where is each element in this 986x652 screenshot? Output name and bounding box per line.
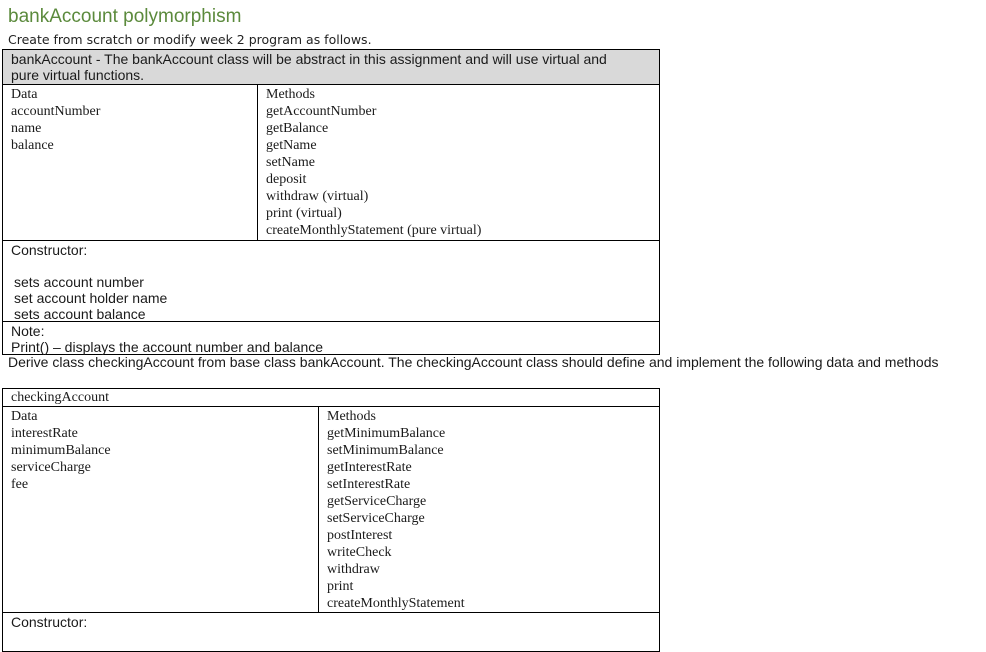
method-item: setInterestRate bbox=[327, 477, 411, 492]
bank-account-header-desc-line2: pure virtual functions. bbox=[11, 67, 145, 83]
checking-account-data-label: Data bbox=[11, 409, 38, 424]
method-item: getBalance bbox=[266, 121, 329, 136]
bank-account-data-cell bbox=[2, 84, 258, 241]
checking-account-data-list bbox=[11, 425, 318, 493]
method-item: withdraw (virtual) bbox=[266, 189, 369, 204]
method-item: setMinimumBalance bbox=[327, 443, 444, 458]
bank-account-constructor-label: Constructor: bbox=[11, 242, 88, 258]
bank-account-methods-label: Methods bbox=[266, 87, 315, 102]
bank-account-header bbox=[2, 49, 660, 85]
method-item: getAccountNumber bbox=[266, 104, 377, 119]
method-item: createMonthlyStatement bbox=[327, 596, 465, 611]
bank-account-note-text: Print() – displays the account number and balance bbox=[11, 339, 324, 355]
constructor-item: sets account number bbox=[14, 274, 144, 290]
bank-account-header-desc: - The bankAccount class will be abstract in this assignment and will use virtual and bbox=[91, 51, 607, 67]
data-item: name bbox=[11, 121, 42, 136]
data-item: accountNumber bbox=[11, 104, 101, 119]
data-item: interestRate bbox=[11, 426, 78, 441]
method-item: postInterest bbox=[327, 528, 393, 543]
bank-account-note-label: Note: bbox=[11, 323, 45, 339]
bank-account-note-cell bbox=[2, 321, 660, 355]
method-item: print (virtual) bbox=[266, 206, 342, 221]
checking-account-constructor-label: Constructor: bbox=[11, 614, 88, 630]
method-item: print bbox=[327, 579, 354, 594]
data-item: minimumBalance bbox=[11, 443, 111, 458]
method-item: setServiceCharge bbox=[327, 511, 425, 526]
method-item: createMonthlyStatement (pure virtual) bbox=[266, 223, 482, 238]
method-item: withdraw bbox=[327, 562, 380, 577]
bank-account-methods-list bbox=[266, 103, 659, 239]
method-item: setName bbox=[266, 155, 315, 170]
data-item: balance bbox=[11, 138, 54, 153]
data-item: fee bbox=[11, 477, 29, 492]
checking-account-class-name: checkingAccount bbox=[11, 390, 109, 405]
method-item: getName bbox=[266, 138, 317, 153]
checking-account-constructor-cell bbox=[2, 612, 660, 652]
constructor-item: sets account balance bbox=[14, 306, 146, 322]
method-item: getServiceCharge bbox=[327, 494, 427, 509]
checking-account-header bbox=[2, 388, 660, 407]
method-item: writeCheck bbox=[327, 545, 392, 560]
bank-account-methods-cell bbox=[257, 84, 660, 241]
method-item: getMinimumBalance bbox=[327, 426, 446, 441]
checking-account-data-cell bbox=[2, 406, 319, 613]
constructor-item: set account holder name bbox=[14, 290, 168, 306]
bank-account-class-name: bankAccount bbox=[11, 51, 92, 67]
bank-account-data-label: Data bbox=[11, 87, 38, 102]
bank-account-constructor-list bbox=[11, 274, 659, 322]
bank-account-constructor-cell bbox=[2, 240, 660, 322]
checking-account-methods-list bbox=[327, 425, 659, 612]
method-item: getInterestRate bbox=[327, 460, 412, 475]
page-title: bankAccount polymorphism bbox=[8, 6, 242, 27]
data-item: serviceCharge bbox=[11, 460, 91, 475]
checking-account-methods-label: Methods bbox=[327, 409, 376, 424]
method-item: deposit bbox=[266, 172, 307, 187]
intro-text: Create from scratch or modify week 2 program as follows. bbox=[8, 32, 372, 47]
bank-account-data-list bbox=[11, 103, 257, 154]
checking-account-methods-cell bbox=[318, 406, 660, 613]
derive-instruction: Derive class checkingAccount from base class bankAccount. The checkingAccount class should define and implement the following data and methods bbox=[8, 354, 939, 370]
